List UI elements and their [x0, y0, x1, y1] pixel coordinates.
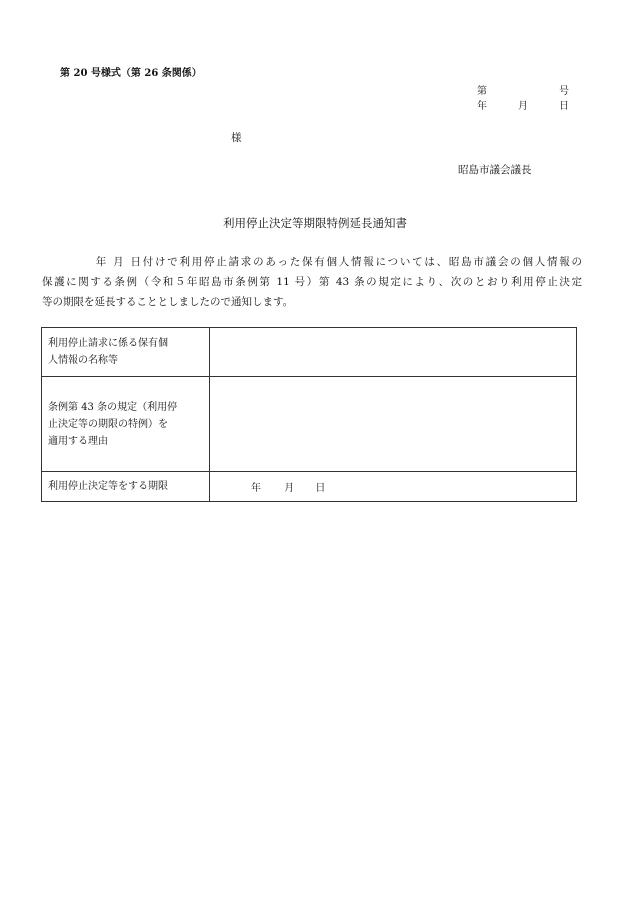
- doc-date-day: 日: [559, 101, 569, 112]
- doc-date-year: 年: [477, 101, 487, 112]
- table-row: [42, 377, 577, 472]
- doc-date-month: 月: [518, 101, 528, 112]
- body-line-1: 年 月 日付けで利用停止請求のあった保有個人情報については、昭島市議会の個人情報の: [94, 256, 582, 268]
- doc-number-dai: 第: [477, 86, 487, 97]
- deadline-date: [210, 472, 577, 502]
- document-date-line: [477, 97, 569, 112]
- form-number: 第 20 号様式（第 26 条関係）: [60, 68, 202, 79]
- document-title: 利用停止決定等期限特例延長通知書: [223, 216, 407, 230]
- personal-info-name-value: [210, 328, 577, 377]
- addressee-honorific: 様: [231, 132, 242, 144]
- personal-info-name-label: 利用停止請求に係る保有個 人情報の名称等: [42, 328, 210, 377]
- deadline-day: 日: [315, 483, 326, 494]
- table-row: [42, 328, 577, 377]
- deadline-month: 月: [284, 483, 295, 494]
- extension-reason-label: 条例第 43 条の規定（利用停 止決定等の期限の特例）を 適用する理由: [42, 377, 210, 472]
- body-line-3: 等の期限を延長することとしましたので通知します。: [42, 296, 294, 308]
- body-line-2: 保護に関する条例（令和５年昭島市条例第 11 号）第 43 条の規定により、次のとおり利用停止決定: [42, 276, 582, 288]
- notice-body: [42, 252, 582, 312]
- document-number-line: [477, 82, 569, 97]
- table-row: [42, 472, 577, 502]
- deadline-year: 年: [251, 483, 261, 494]
- notice-details-table: [41, 327, 577, 502]
- doc-number-go: 号: [559, 86, 569, 97]
- sender-name: 昭島市議会議長: [458, 164, 532, 176]
- extension-reason-value: [210, 377, 577, 472]
- deadline-label: 利用停止決定等をする期限: [42, 472, 210, 502]
